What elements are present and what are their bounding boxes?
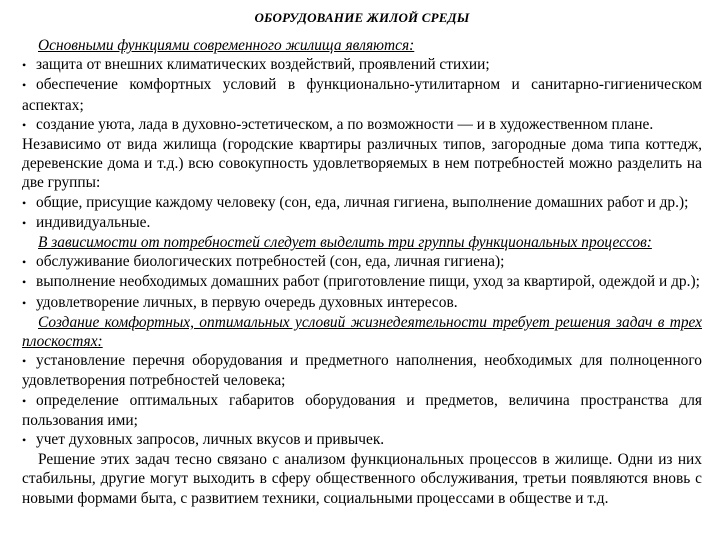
list-item-text: установление перечня оборудования и предметного наполнения, необходимых для полноценного удовлетворения потребностей человека; — [22, 352, 702, 390]
document-page — [22, 10, 702, 508]
tasks-lead: Создание комфортных, оптимальных условий жизнедеятельности требует решения задач в трех плоскостях: — [22, 313, 702, 351]
list-item-text: индивидуальные. — [36, 213, 151, 231]
list-item-text: защита от внешних климатических воздействий, проявлений стихии; — [36, 56, 490, 74]
list-item-text: учет духовных запросов, личных вкусов и привычек. — [36, 431, 385, 449]
list-item — [22, 293, 702, 313]
list-item-text: обслуживание биологических потребностей (сон, еда, личная гигиена); — [36, 253, 505, 271]
bullet-icon: • — [22, 295, 27, 310]
list-item-text: удовлетворение личных, в первую очередь духовных интересов. — [36, 293, 458, 311]
list-item — [22, 213, 702, 233]
list-item — [22, 252, 702, 272]
list-item — [22, 351, 702, 390]
list-item — [22, 55, 702, 75]
bullet-icon: • — [22, 393, 27, 408]
list-item — [22, 115, 702, 135]
list-item-text: обеспечение комфортных условий в функционально-утилитарном и санитарно-гигиеническом аспектах; — [22, 76, 702, 114]
list-item — [22, 272, 702, 292]
list-item — [22, 430, 702, 450]
list-item — [22, 391, 702, 430]
bullet-icon: • — [22, 433, 27, 448]
list-item-text: выполнение необходимых домашних работ (приготовление пищи, уход за квартирой, одеждой и др.); — [36, 273, 700, 291]
bullet-icon: • — [22, 78, 27, 93]
list-item-text: определение оптимальных габаритов оборудования и предметов, величина пространства для пользования ими; — [22, 391, 702, 429]
bullet-icon: • — [22, 195, 27, 210]
bullet-icon: • — [22, 58, 27, 73]
bullet-icon: • — [22, 255, 27, 270]
list-item — [22, 75, 702, 114]
list-item — [22, 193, 702, 213]
bullet-icon: • — [22, 215, 27, 230]
processes-lead: В зависимости от потребностей следует выделить три группы функциональных процессов: — [38, 234, 652, 252]
bullet-icon: • — [22, 117, 27, 132]
list-item-text: общие, присущие каждому человеку (сон, еда, личная гигиена, выполнение домашних работ и др.); — [36, 193, 689, 211]
functions-lead: Основными функциями современного жилища являются: — [38, 37, 415, 54]
list-item-text: создание уюта, лада в духовно-эстетическом, а по возможности — и в художественном плане. — [36, 115, 654, 133]
conclusion-paragraph: Решение этих задач тесно связано с анализом функциональных процессов в жилище. Одни из них стабильны, другие могут выходить в сферу общественного обслуживания, третьи появляются вновь с новыми формами быта, с развитием техники, социальными процессами в обществе и т.д. — [22, 451, 702, 507]
document-title: ОБОРУДОВАНИЕ ЖИЛОЙ СРЕДЫ — [254, 10, 470, 25]
bullet-icon: • — [22, 275, 27, 290]
needs-paragraph: Независимо от вида жилища (городские квартиры различных типов, загородные дома типа коттедж, деревенские дома и т.д.) всю совокупность удовлетворяемых в нем потребностей можно разделить на две группы: — [22, 136, 702, 192]
bullet-icon: • — [22, 354, 27, 369]
